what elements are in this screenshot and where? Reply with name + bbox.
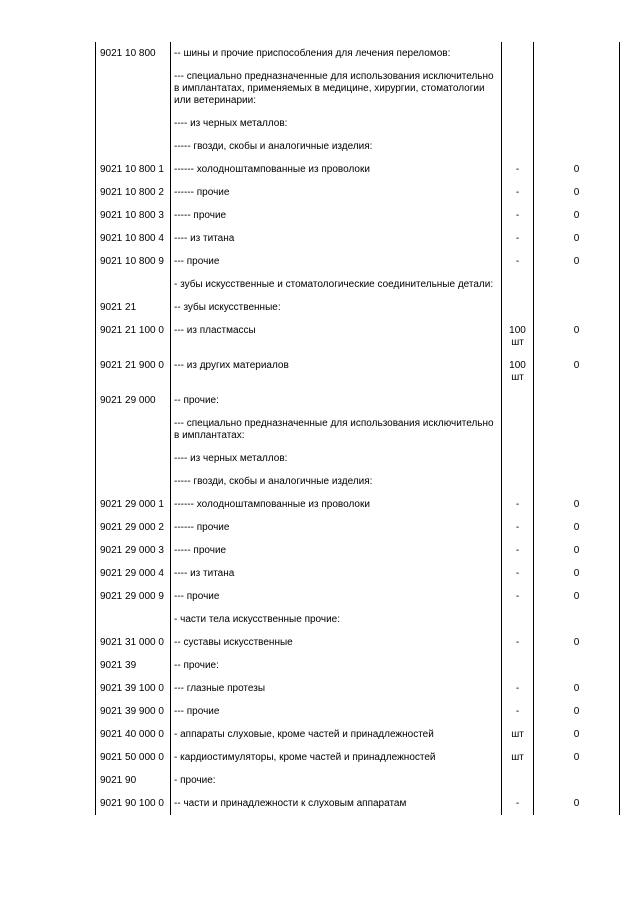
- unit-cell: шт: [502, 746, 534, 769]
- description-cell: - кардиостимуляторы, кроме частей и принадлежностей: [171, 746, 502, 769]
- table-row: [96, 516, 620, 539]
- duty-rate-cell: [534, 608, 620, 631]
- commodity-code-cell: [96, 112, 171, 135]
- table-row: [96, 769, 620, 792]
- commodity-code-cell: 9021 29 000 4: [96, 562, 171, 585]
- unit-cell: [502, 769, 534, 792]
- description-cell: --- специально предназначенные для использования исключительно в имплантатах, применяемых в медицине, хирургии, стоматологии или ветеринарии:: [171, 65, 502, 112]
- description-cell: --- прочие: [171, 585, 502, 608]
- unit-cell: [502, 135, 534, 158]
- duty-rate-cell: [534, 470, 620, 493]
- unit-cell: -: [502, 227, 534, 250]
- description-cell: ---- из черных металлов:: [171, 447, 502, 470]
- description-cell: --- специально предназначенные для использования исключительно в имплантатах:: [171, 412, 502, 447]
- description-cell: ---- из черных металлов:: [171, 112, 502, 135]
- table-row: [96, 447, 620, 470]
- description-cell: ------ прочие: [171, 181, 502, 204]
- description-cell: --- прочие: [171, 250, 502, 273]
- duty-rate-cell: [534, 135, 620, 158]
- duty-rate-cell: [534, 65, 620, 112]
- commodity-code-cell: 9021 21: [96, 296, 171, 319]
- unit-cell: [502, 42, 534, 65]
- table-row: [96, 608, 620, 631]
- commodity-code-cell: 9021 21 100 0: [96, 319, 171, 354]
- commodity-code-cell: [96, 65, 171, 112]
- duty-rate-cell: 0: [534, 723, 620, 746]
- commodity-code-cell: 9021 29 000: [96, 389, 171, 412]
- unit-cell: [502, 389, 534, 412]
- unit-cell: -: [502, 493, 534, 516]
- table-row: [96, 700, 620, 723]
- unit-cell: [502, 65, 534, 112]
- duty-rate-cell: [534, 654, 620, 677]
- description-cell: --- глазные протезы: [171, 677, 502, 700]
- table-row: [96, 539, 620, 562]
- table-row: [96, 181, 620, 204]
- table-row: [96, 296, 620, 319]
- unit-cell: -: [502, 158, 534, 181]
- duty-rate-cell: 0: [534, 181, 620, 204]
- commodity-code-cell: 9021 10 800 9: [96, 250, 171, 273]
- table-row: [96, 112, 620, 135]
- unit-cell: [502, 447, 534, 470]
- description-cell: - прочие:: [171, 769, 502, 792]
- table-row: [96, 319, 620, 354]
- duty-rate-cell: 0: [534, 677, 620, 700]
- unit-cell: 100 шт: [502, 319, 534, 354]
- table-row: [96, 389, 620, 412]
- table-row: [96, 585, 620, 608]
- duty-rate-cell: [534, 412, 620, 447]
- description-cell: -- зубы искусственные:: [171, 296, 502, 319]
- duty-rate-cell: 0: [534, 516, 620, 539]
- commodity-code-cell: 9021 50 000 0: [96, 746, 171, 769]
- commodity-code-cell: [96, 447, 171, 470]
- table-row: [96, 354, 620, 389]
- description-cell: ----- прочие: [171, 204, 502, 227]
- table-row: [96, 227, 620, 250]
- unit-cell: -: [502, 631, 534, 654]
- commodity-code-cell: 9021 10 800 3: [96, 204, 171, 227]
- unit-cell: -: [502, 181, 534, 204]
- description-cell: --- из других материалов: [171, 354, 502, 389]
- table-row: [96, 631, 620, 654]
- unit-cell: 100 шт: [502, 354, 534, 389]
- description-cell: --- прочие: [171, 700, 502, 723]
- description-cell: ---- из титана: [171, 562, 502, 585]
- commodity-code-cell: 9021 39 900 0: [96, 700, 171, 723]
- commodity-code-cell: 9021 90: [96, 769, 171, 792]
- table-row: [96, 250, 620, 273]
- table-row: [96, 746, 620, 769]
- tariff-body: [96, 42, 620, 815]
- unit-cell: [502, 608, 534, 631]
- description-cell: - части тела искусственные прочие:: [171, 608, 502, 631]
- duty-rate-cell: 0: [534, 493, 620, 516]
- duty-rate-cell: [534, 112, 620, 135]
- duty-rate-cell: [534, 389, 620, 412]
- commodity-code-cell: 9021 29 000 3: [96, 539, 171, 562]
- commodity-code-cell: [96, 273, 171, 296]
- duty-rate-cell: 0: [534, 700, 620, 723]
- commodity-code-cell: [96, 412, 171, 447]
- duty-rate-cell: [534, 273, 620, 296]
- description-cell: ----- гвозди, скобы и аналогичные изделия:: [171, 470, 502, 493]
- table-row: [96, 204, 620, 227]
- duty-rate-cell: 0: [534, 319, 620, 354]
- description-cell: --- из пластмассы: [171, 319, 502, 354]
- table-row: [96, 412, 620, 447]
- commodity-code-cell: 9021 29 000 9: [96, 585, 171, 608]
- commodity-code-cell: 9021 31 000 0: [96, 631, 171, 654]
- description-cell: ------ холодноштампованные из проволоки: [171, 158, 502, 181]
- table-row: [96, 493, 620, 516]
- duty-rate-cell: 0: [534, 204, 620, 227]
- commodity-code-cell: 9021 10 800 2: [96, 181, 171, 204]
- commodity-code-cell: 9021 29 000 2: [96, 516, 171, 539]
- duty-rate-cell: 0: [534, 585, 620, 608]
- description-cell: -- суставы искусственные: [171, 631, 502, 654]
- duty-rate-cell: 0: [534, 227, 620, 250]
- commodity-code-cell: [96, 470, 171, 493]
- commodity-code-cell: [96, 135, 171, 158]
- unit-cell: [502, 296, 534, 319]
- description-cell: ---- из титана: [171, 227, 502, 250]
- description-cell: -- прочие:: [171, 389, 502, 412]
- duty-rate-cell: 0: [534, 792, 620, 815]
- unit-cell: [502, 654, 534, 677]
- unit-cell: -: [502, 539, 534, 562]
- commodity-code-cell: 9021 39: [96, 654, 171, 677]
- table-row: [96, 470, 620, 493]
- unit-cell: -: [502, 677, 534, 700]
- table-row: [96, 723, 620, 746]
- table-row: [96, 273, 620, 296]
- duty-rate-cell: [534, 42, 620, 65]
- unit-cell: [502, 273, 534, 296]
- duty-rate-cell: 0: [534, 354, 620, 389]
- commodity-code-cell: 9021 90 100 0: [96, 792, 171, 815]
- description-cell: ----- гвозди, скобы и аналогичные изделия:: [171, 135, 502, 158]
- unit-cell: [502, 112, 534, 135]
- unit-cell: -: [502, 700, 534, 723]
- commodity-code-cell: 9021 21 900 0: [96, 354, 171, 389]
- unit-cell: -: [502, 585, 534, 608]
- table-row: [96, 135, 620, 158]
- description-cell: ----- прочие: [171, 539, 502, 562]
- table-row: [96, 654, 620, 677]
- table-row: [96, 792, 620, 815]
- tariff-table: [95, 42, 620, 815]
- table-row: [96, 677, 620, 700]
- unit-cell: -: [502, 250, 534, 273]
- unit-cell: [502, 470, 534, 493]
- duty-rate-cell: 0: [534, 631, 620, 654]
- commodity-code-cell: 9021 39 100 0: [96, 677, 171, 700]
- unit-cell: [502, 412, 534, 447]
- duty-rate-cell: [534, 769, 620, 792]
- unit-cell: -: [502, 562, 534, 585]
- commodity-code-cell: 9021 10 800 1: [96, 158, 171, 181]
- duty-rate-cell: 0: [534, 158, 620, 181]
- description-cell: - аппараты слуховые, кроме частей и принадлежностей: [171, 723, 502, 746]
- commodity-code-cell: 9021 29 000 1: [96, 493, 171, 516]
- unit-cell: -: [502, 204, 534, 227]
- table-row: [96, 158, 620, 181]
- duty-rate-cell: 0: [534, 746, 620, 769]
- description-cell: -- части и принадлежности к слуховым аппаратам: [171, 792, 502, 815]
- description-cell: - зубы искусственные и стоматологические соединительные детали:: [171, 273, 502, 296]
- commodity-code-cell: [96, 608, 171, 631]
- duty-rate-cell: [534, 447, 620, 470]
- unit-cell: -: [502, 516, 534, 539]
- duty-rate-cell: 0: [534, 539, 620, 562]
- commodity-code-cell: 9021 10 800 4: [96, 227, 171, 250]
- duty-rate-cell: 0: [534, 250, 620, 273]
- description-cell: ------ холодноштампованные из проволоки: [171, 493, 502, 516]
- description-cell: -- прочие:: [171, 654, 502, 677]
- duty-rate-cell: 0: [534, 562, 620, 585]
- table-row: [96, 562, 620, 585]
- description-cell: ------ прочие: [171, 516, 502, 539]
- unit-cell: -: [502, 792, 534, 815]
- duty-rate-cell: [534, 296, 620, 319]
- description-cell: -- шины и прочие приспособления для лечения переломов:: [171, 42, 502, 65]
- unit-cell: шт: [502, 723, 534, 746]
- commodity-code-cell: 9021 10 800: [96, 42, 171, 65]
- table-row: [96, 65, 620, 112]
- commodity-code-cell: 9021 40 000 0: [96, 723, 171, 746]
- table-row: [96, 42, 620, 65]
